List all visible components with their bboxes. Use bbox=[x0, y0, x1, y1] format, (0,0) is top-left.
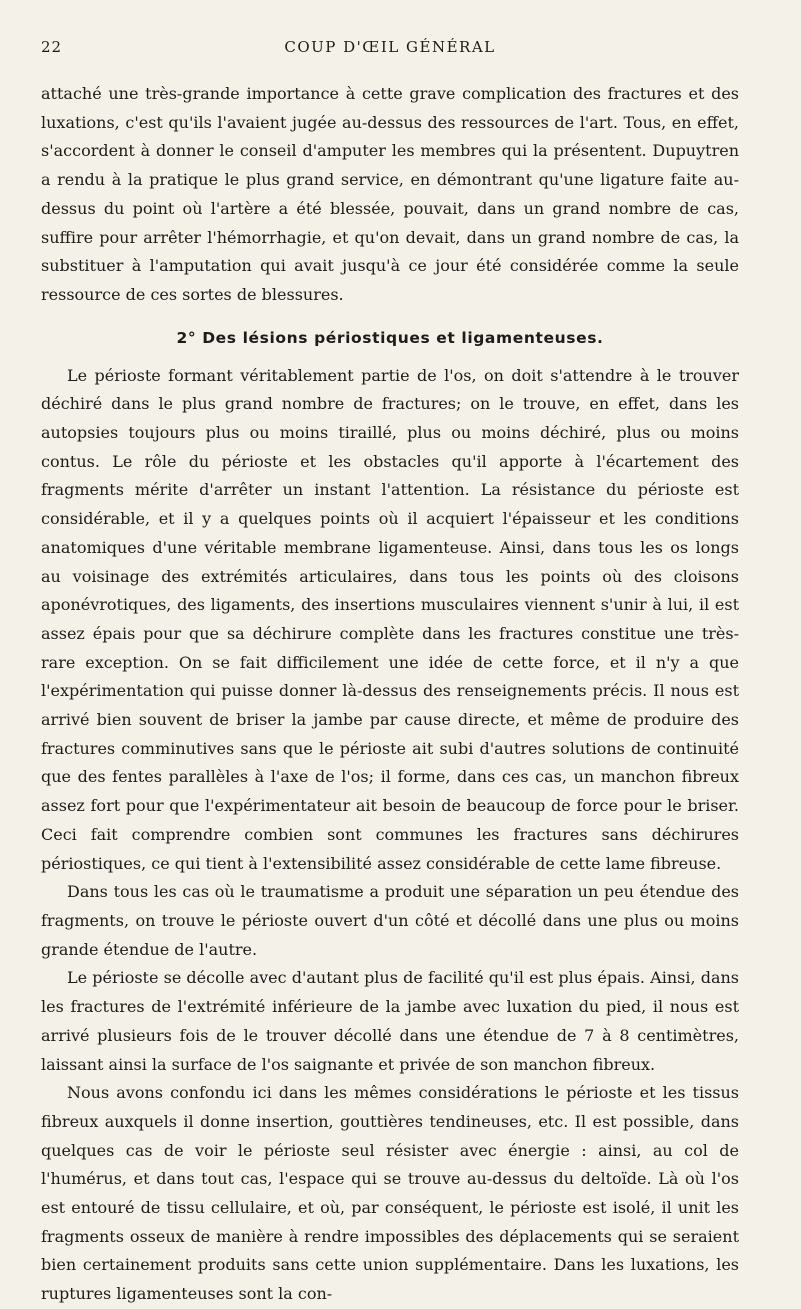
book-page bbox=[0, 34, 801, 1304]
paragraph-5: Nous avons confondu ici dans les mêmes considérations le périoste et les tissus fibreux auxquels il donne insertion, gouttières tendineuses, etc. Il est possible, dans quelques cas de voir le périoste seul résister avec énergie : ainsi, au col de l'humérus, et dans tout cas, l'espace qui se trouve au-dessus du deltoïde. Là où l'os est entouré de tissu cellulaire, et où, par conséquent, le périoste est isolé, il unit les fragments osseux de manière à rendre impossibles des déplacements qui se seraient bien certainement produits sans cette union supplémentaire. Dans les luxations, les ruptures ligamenteuses sont la con- bbox=[41, 1083, 739, 1304]
paragraph-1: attaché une très-grande importance à cette grave complication des fractures et des luxations, c'est qu'ils l'avaient jugée au-dessus des ressources de l'art. Tous, en effet, s'accordent à donner le conseil d'amputer les membres qui la présentent. Dupuytren a rendu à la pratique le plus grand service, en démontrant qu'une ligature faite au-dessus du point où l'artère a été blessée, pouvait, dans un grand nombre de cas, suffire pour arrêter l'hémorrhagie, et qu'on devait, dans un grand nombre de cas, la substituer à l'amputation qui avait jusqu'à ce jour été considérée comme la seule ressource de ces sortes de blessures. bbox=[41, 84, 739, 304]
section-heading: 2° Des lésions périostiques et ligamenteuses. bbox=[176, 328, 604, 347]
paragraph-2: Le périoste formant véritablement partie de l'os, on doit s'attendre à le trouver déchiré dans le plus grand nombre de fractures; on le trouve, en effet, dans les autopsies toujours plus ou moins tiraillé, plus ou moins déchiré, plus ou moins contus. Le rôle du périoste et les obstacles qu'il apporte à l'écartement des fragments mérite d'arrêter un instant l'attention. La résistance du périoste est considérable, et il y a quelques points où il acquiert l'épaisseur et les conditions anatomiques d'une véritable membrane ligamenteuse. Ainsi, dans tous les os longs au voisinage des extrémités articulaires, dans tous les points où des cloisons aponévrotiques, des ligaments, des insertions musculaires viennent s'unir à lui, il est assez épais pour que sa déchirure complète dans les fractures constitue une très-rare exception. On se fait difficilement une idée de cette force, et il n'y a que l'expérimentation qui puisse donner là-dessus des renseignements précis. Il nous est arrivé bien souvent de briser la jambe par cause directe, et même de produire des fractures comminutives sans que le périoste ait subi d'autres solutions de continuité que des fentes parallèles à l'axe de l'os; il forme, dans ces cas, un manchon fibreux assez fort pour que l'expérimentateur ait besoin de beaucoup de force pour le briser. Ceci fait comprendre combien sont communes les fractures sans déchirures périostiques, ce qui tient à l'extensibilité assez considérable de cette lame fibreuse. bbox=[41, 365, 739, 873]
paragraph-3: Dans tous les cas où le traumatisme a produit une séparation un peu étendue des fragments, on trouve le périoste ouvert d'un côté et décollé dans une plus ou moins grande étendue de l'autre. bbox=[41, 882, 739, 959]
running-header bbox=[41, 34, 739, 74]
paragraph-4: Le périoste se décolle avec d'autant plus de facilité qu'il est plus épais. Ainsi, dans les fractures de l'extrémité inférieure de la jambe avec luxation du pied, il nous est arrivé plusieurs fois de le trouver décollé dans une étendue de 7 à 8 centimètres, laissant ainsi la surface de l'os saignante et privée de son manchon fibreux. bbox=[41, 968, 739, 1074]
page-number: 22 bbox=[41, 38, 63, 56]
body-text bbox=[41, 80, 739, 1309]
running-title: COUP D'ŒIL GÉNÉRAL bbox=[284, 38, 496, 56]
